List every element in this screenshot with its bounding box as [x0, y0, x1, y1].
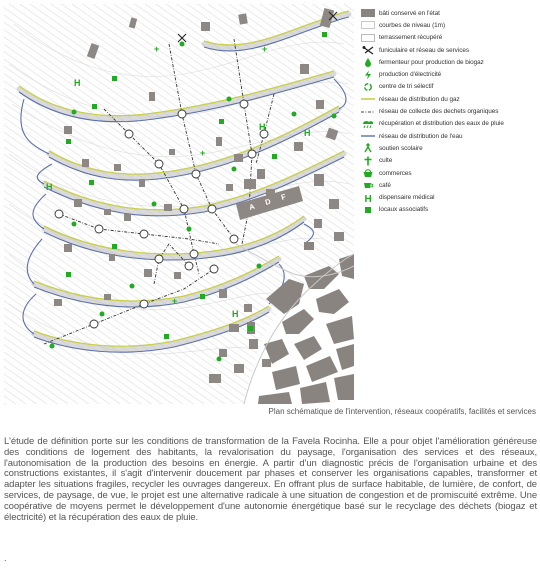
legend-label: terrassement récupéré — [379, 34, 443, 42]
figure-caption: Plan schématique de l'intervention, réseaux coopératifs, facilités et services — [268, 407, 536, 416]
legend-label: dispensaire médical — [379, 194, 435, 202]
legend-label: réseau de distribution du gaz — [379, 95, 460, 103]
legend-label: courbes de niveau (1m) — [379, 21, 446, 29]
svg-text:+: + — [262, 44, 268, 54]
legend-item-dechets — [360, 105, 538, 117]
legend-item-courbes — [360, 19, 538, 31]
legend-label: bâti conservé en l'état — [379, 9, 440, 17]
letter-f: F — [280, 192, 287, 202]
legend-label: funiculaire et réseau de services — [379, 46, 469, 54]
drop-icon — [360, 57, 376, 67]
legend-item-scolaire — [360, 142, 538, 154]
line-gas — [360, 94, 376, 104]
bolt-icon — [360, 70, 376, 80]
legend-item-locaux — [360, 204, 538, 216]
h-icon — [360, 193, 376, 203]
svg-text:H: H — [74, 78, 81, 88]
square-icon — [360, 205, 376, 215]
legend — [360, 7, 538, 216]
svg-text:+: + — [172, 296, 178, 306]
legend-label: soutien scolaire — [379, 144, 423, 152]
recycle-icon — [360, 82, 376, 92]
legend-label: centre de tri sélectif — [379, 83, 434, 91]
svg-text:+: + — [154, 44, 160, 54]
svg-text:H: H — [232, 309, 239, 319]
legend-item-cafe — [360, 179, 538, 191]
svg-text:H: H — [46, 182, 53, 192]
legend-item-culte — [360, 155, 538, 167]
line-water — [360, 131, 376, 141]
rain-icon — [360, 119, 376, 129]
letter-d: D — [264, 196, 272, 207]
body-paragraph: L'étude de définition porte sur les conditions de transformation de la Favela Rocinha. Elle a pour objet l'amélioration généreuse des conditions de logement des habitants, la revalorisation du paysage, l'organisation des services et des réseaux, l'autonomisation de la production des besoins en énergie. A partir d'un diagnostic précis de l'organisation urbaine et des constructions existantes, il s'agit d'intervenir doucement par phases et conserver les organisations capables, transformer et adapter les situations fragiles, recycler les ouvrages dangereux. En offrant plus de surface habitable, de lumière, de confort, de services, de paysage, de vue, le projet est une alternative radicale à une situation de congestion et de promiscuité extrême. Une coopérative de moyens permet le développement d'une autonomie énergétique basé sur le recyclage des déchets (biogaz et électricité) et la récupération des eaux de pluie. — [4, 436, 537, 523]
legend-item-funiculaire — [360, 44, 538, 56]
figure-icon — [360, 143, 376, 153]
legend-item-pluie — [360, 118, 538, 130]
legend-label: récupération et distribution des eaux de pluie — [379, 120, 504, 128]
legend-label: réseau de collecte des dechets organiques — [379, 108, 499, 116]
legend-item-tri — [360, 81, 538, 93]
basket-icon — [360, 168, 376, 178]
svg-text:H: H — [364, 193, 372, 203]
site-plan — [4, 4, 354, 404]
empty-box — [360, 33, 376, 43]
legend-label: café — [379, 181, 391, 189]
legend-label: locaux associatifs — [379, 206, 429, 214]
legend-label: production d'électricité — [379, 71, 442, 79]
legend-item-electricite — [360, 68, 538, 80]
legend-item-gaz — [360, 93, 538, 105]
legend-label: réseau de distribution de l'eau — [379, 132, 463, 140]
legend-item-bati — [360, 7, 538, 19]
legend-label: fermenteur pour production de biogaz — [379, 58, 484, 66]
legend-item-commerces — [360, 167, 538, 179]
trailing-mark: . — [4, 553, 7, 563]
cross-icon — [360, 156, 376, 166]
svg-text:H: H — [259, 122, 266, 132]
legend-item-dispensaire — [360, 191, 538, 203]
grey-block — [360, 8, 376, 18]
cup-icon — [360, 180, 376, 190]
svg-text:+: + — [200, 148, 206, 158]
line-dashdot — [360, 107, 376, 117]
legend-item-terrassement — [360, 32, 538, 44]
legend-label: commerces — [379, 169, 412, 177]
legend-item-fermenteur — [360, 56, 538, 68]
funicular — [360, 45, 376, 55]
svg-text:H: H — [304, 128, 311, 138]
contour-line — [360, 20, 376, 30]
legend-label: culte — [379, 157, 393, 165]
legend-item-eau — [360, 130, 538, 142]
letter-a: A — [248, 201, 256, 212]
